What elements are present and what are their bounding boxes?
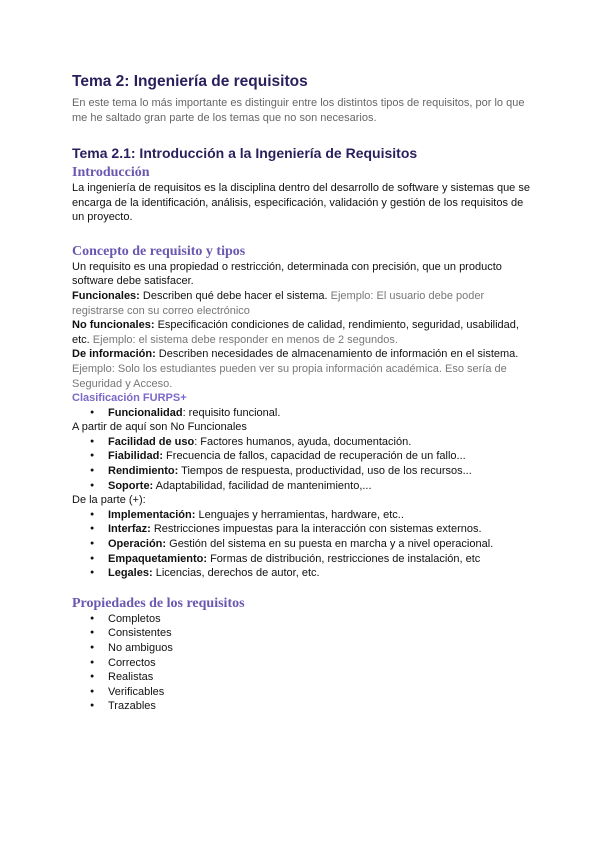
document-title: Tema 2: Ingeniería de requisitos xyxy=(72,73,308,90)
document-page xyxy=(72,72,532,714)
item-text: Adaptabilidad, facilidad de mantenimiento,... xyxy=(153,479,372,492)
list-item: ● Trazables xyxy=(72,699,532,714)
nofunc-list xyxy=(72,435,532,493)
nofunc-intro: A partir de aquí son No Funcionales xyxy=(72,421,247,434)
item-label: Rendimiento: xyxy=(108,465,179,477)
list-item xyxy=(72,552,532,567)
item-text: : Factores humanos, ayuda, documentación. xyxy=(194,435,412,448)
section-title: Tema 2.1: Introducción a la Ingeniería de Requisitos xyxy=(72,145,418,161)
item-text: Restricciones impuestas para la interacción con sistemas externos. xyxy=(150,523,482,536)
funcionales-paragraph xyxy=(72,289,532,318)
intro-note: En este tema lo más importante es distinguir entre los distintos tipos de requisitos, por lo que me he saltado gran parte de los temas que no son necesarios. xyxy=(72,97,525,124)
nofuncionales-label: No funcionales: xyxy=(72,319,155,332)
funcionales-label: Funcionales: xyxy=(72,289,140,302)
item-label: Soporte: xyxy=(108,479,154,492)
list-item: ● Completos xyxy=(72,612,532,627)
list-item xyxy=(72,406,532,421)
item-text: Tiempos de respuesta, productividad, uso de los recursos... xyxy=(178,465,472,477)
item-label: Interfaz: xyxy=(108,523,151,536)
item-label: Funcionalidad xyxy=(108,406,183,419)
nofuncionales-example: Ejemplo: el sistema debe responder en menos de 2 segundos. xyxy=(92,333,398,346)
list-item: ● Consistentes xyxy=(72,626,532,641)
furps-funcionalidad-list xyxy=(72,406,532,421)
item-label: Operación: xyxy=(108,537,167,550)
item-label: Fiabilidad: xyxy=(108,450,163,463)
informacion-example: Ejemplo: Solo los estudiantes pueden ver su propia información académica. Eso sería de Seguridad y Acceso. xyxy=(72,362,507,390)
list-item xyxy=(72,522,532,537)
funcionales-example: Ejemplo: El usuario debe poder registrarse con su correo electrónico xyxy=(72,289,485,317)
plus-intro: De la parte (+): xyxy=(72,494,146,507)
item-label: Implementación: xyxy=(108,508,196,521)
informacion-label: De información: xyxy=(72,348,156,361)
list-item xyxy=(72,566,532,581)
introduccion-text: La ingeniería de requisitos es la disciplina dentro del desarrollo de software y sistemas que se encarga de la identificación, análisis, especificación, validación y gestión de los requisitos de un proyecto. xyxy=(72,182,530,224)
list-item xyxy=(72,479,532,494)
item-text: Gestión del sistema en su puesta en marcha y a nivel operacional. xyxy=(166,537,494,550)
propiedades-heading: Propiedades de los requisitos xyxy=(72,595,245,611)
informacion-text: Describen necesidades de almacenamiento de información en el sistema. xyxy=(158,348,519,361)
list-item xyxy=(72,449,532,464)
list-item: ● Verificables xyxy=(72,685,532,700)
list-item xyxy=(72,537,532,552)
funcionales-text: Describen qué debe hacer el sistema. xyxy=(142,289,328,302)
requisito-definition: Un requisito es una propiedad o restricción, determinada con precisión, que un producto software debe satisfacer. xyxy=(72,260,502,288)
item-label: Facilidad de uso xyxy=(108,435,195,448)
item-label: Legales: xyxy=(108,567,153,580)
list-item: ● Correctos xyxy=(72,656,532,671)
item-text: Lenguajes y herramientas, hardware, etc.. xyxy=(195,508,404,521)
list-item xyxy=(72,435,532,450)
nofuncionales-paragraph xyxy=(72,318,532,347)
list-item xyxy=(72,508,532,523)
item-text: : requisito funcional. xyxy=(182,406,281,419)
nofuncionales-text: Especificación condiciones de calidad, rendimiento, seguridad, usabilidad, etc. xyxy=(72,319,519,346)
plus-list xyxy=(72,508,532,581)
item-text: Formas de distribución, restricciones de instalación, etc xyxy=(207,552,481,565)
item-text: Licencias, derechos de autor, etc. xyxy=(152,567,320,580)
propiedades-list xyxy=(72,612,532,714)
list-item xyxy=(72,464,532,479)
list-item: ● Realistas xyxy=(72,670,532,685)
concepto-heading: Concepto de requisito y tipos xyxy=(72,243,246,259)
item-label: Empaquetamiento: xyxy=(108,552,208,565)
item-text: Frecuencia de fallos, capacidad de recuperación de un fallo... xyxy=(163,450,466,463)
furps-heading: Clasificación FURPS+ xyxy=(72,392,187,405)
list-item: ● No ambiguos xyxy=(72,641,532,656)
informacion-paragraph xyxy=(72,347,532,391)
introduccion-heading: Introducción xyxy=(72,165,150,180)
